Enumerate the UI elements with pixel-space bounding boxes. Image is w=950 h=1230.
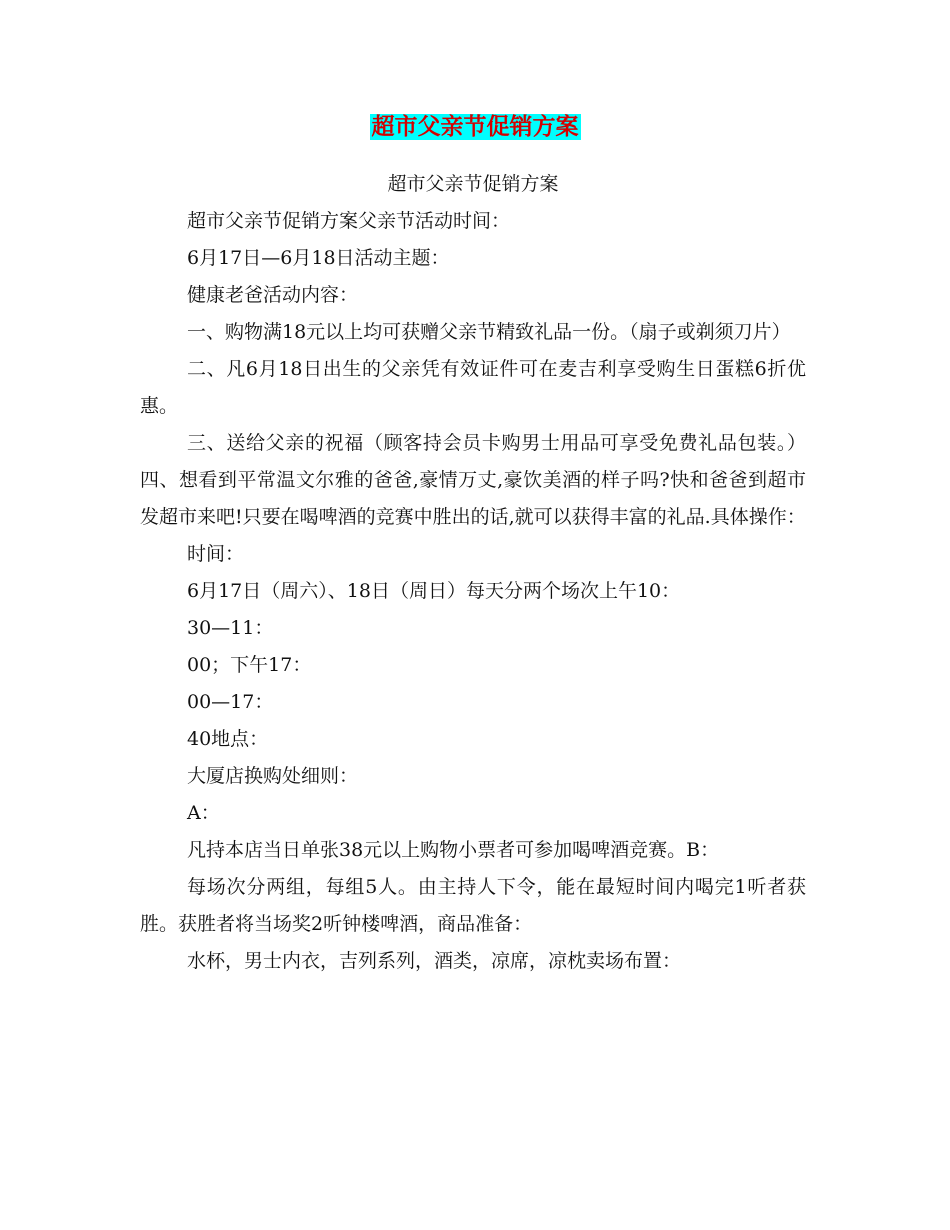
paragraph: 大厦店换购处细则： [187,765,359,787]
paragraph: 40地点： [187,728,269,750]
paragraph: 6月17日（周六）、18日（周日）每天分两个场次上午10： [187,580,681,602]
paragraph: 水杯，男士内衣，吉列系列，酒类，凉席，凉枕卖场布置： [187,950,682,972]
document-title-text: 超市父亲节促销方案 [371,114,579,140]
paragraph: 凡持本店当日单张38元以上购物小票者可参加喝啤酒竞赛。B： [187,839,720,861]
paragraph: 一、购物满18元以上均可获赠父亲节精致礼品一份。（扇子或剃须刀片） [187,321,791,343]
document-body [140,166,806,980]
paragraph: 三、送给父亲的祝福（顾客持会员卡购男士用品可享受免费礼品包装。）四、想看到平常温文尔雅的爸爸,豪情万丈,豪饮美酒的样子吗?快和爸爸到超市发超市来吧!只要在喝啤酒的竞赛中胜出的话,就可以获得丰富的礼品.具体操作： [140,432,806,528]
paragraph: 00—17： [187,691,274,713]
paragraph: 健康老爸活动内容： [187,284,359,306]
document-subtitle: 超市父亲节促销方案 [387,173,559,195]
paragraph: 00；下午17： [187,654,312,676]
paragraph: 时间： [187,543,245,565]
paragraph: A： [187,802,220,824]
document-title [0,110,950,144]
paragraph: 6月17日—6月18日活动主题： [187,247,450,269]
paragraph: 二、凡6月18日出生的父亲凭有效证件可在麦吉利享受购生日蛋糕6折优惠。 [140,358,806,417]
paragraph: 每场次分两组，每组5人。由主持人下令，能在最短时间内喝完1听者获胜。获胜者将当场奖2听钟楼啤酒，商品准备： [140,876,806,935]
paragraph: 超市父亲节促销方案父亲节活动时间： [187,210,511,232]
paragraph: 30—11： [187,617,274,639]
